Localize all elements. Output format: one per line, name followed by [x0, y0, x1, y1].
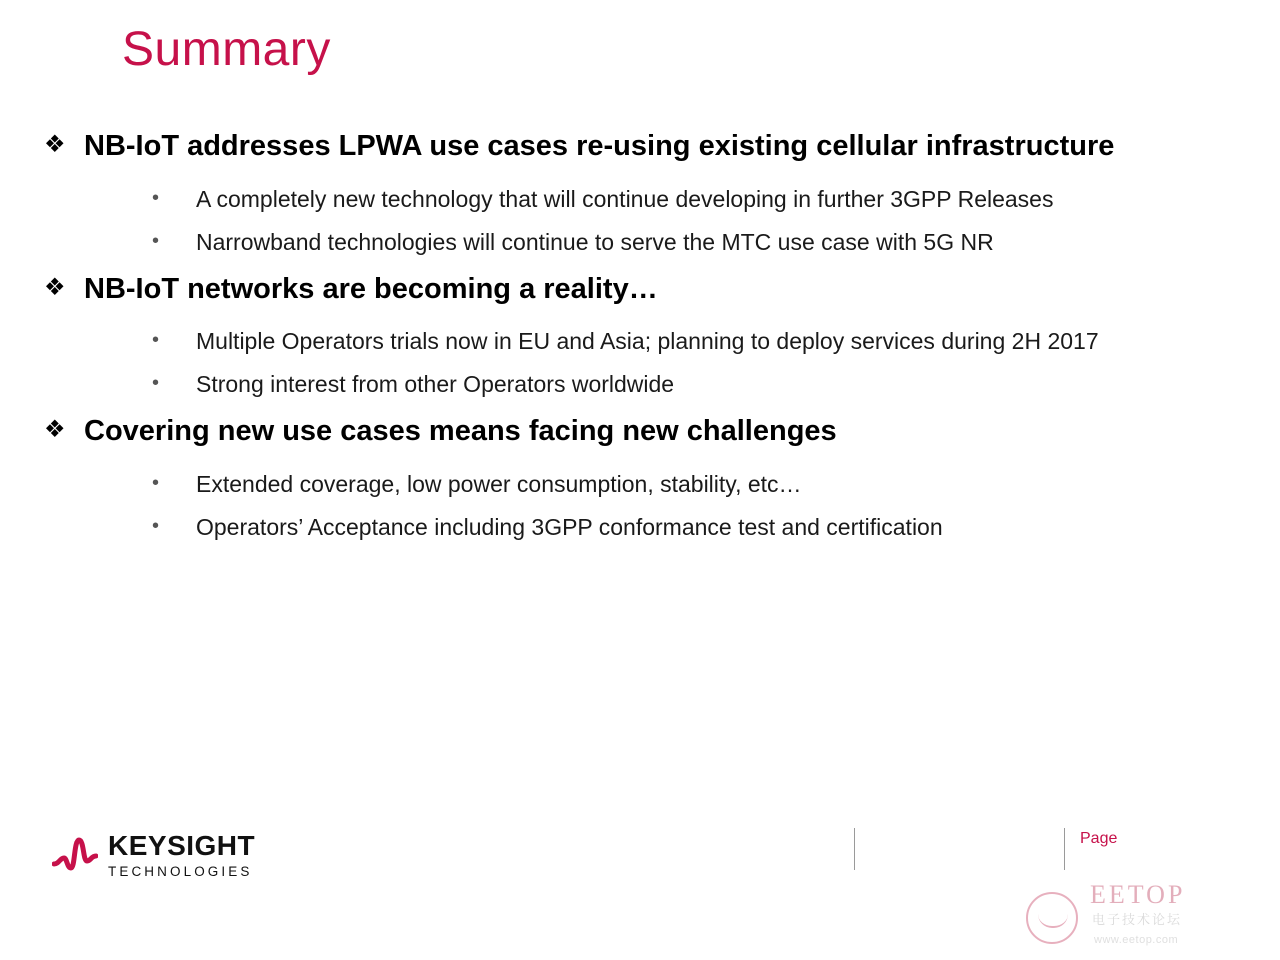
bullet-level2-text: Extended coverage, low power consumption, stability, etc… — [196, 471, 802, 497]
bullet-level1-text: NB-IoT addresses LPWA use cases re-using existing cellular infrastructure — [84, 130, 1115, 162]
bullet-group-3 — [44, 409, 1264, 546]
watermark-logo-icon — [1026, 892, 1078, 944]
bullet-level1 — [44, 409, 1264, 454]
bullet-level2 — [44, 366, 1264, 403]
footer-divider-left — [854, 828, 855, 870]
bullet-level2-text: Strong interest from other Operators worldwide — [196, 371, 675, 398]
logo-name: KEYSIGHT — [108, 830, 256, 861]
bullet-level2-text: Multiple Operators trials now in EU and Asia; planning to deploy services during 2H 2017 — [196, 328, 1099, 355]
dot-bullet-icon: • — [152, 329, 160, 352]
slide-content — [44, 124, 1264, 552]
bullet-group-1 — [44, 124, 1264, 261]
dot-bullet-icon: • — [152, 372, 160, 395]
watermark-title: EETOP — [1090, 880, 1186, 909]
bullet-level2 — [44, 466, 1264, 503]
bullet-level1-text: Covering new use cases means facing new challenges — [84, 415, 837, 448]
spacer — [44, 171, 1264, 181]
bullet-group-2 — [44, 267, 1264, 404]
bullet-level2 — [44, 323, 1264, 360]
bullet-level2 — [44, 224, 1264, 261]
bullet-level1 — [44, 124, 1264, 169]
bullet-level1 — [44, 267, 1264, 312]
keysight-logo — [52, 832, 255, 879]
dot-bullet-icon: • — [152, 186, 160, 209]
diamond-bullet-icon: ❖ — [44, 273, 66, 301]
watermark — [1012, 844, 1262, 954]
dot-bullet-icon: • — [152, 514, 160, 537]
logo-subtitle: TECHNOLOGIES — [108, 864, 253, 879]
spacer — [44, 456, 1264, 466]
spacer — [44, 313, 1264, 323]
diamond-bullet-icon: ❖ — [44, 131, 66, 158]
page-number-label: Page — [1080, 830, 1118, 847]
watermark-subtitle: 电子技术论坛 — [1092, 912, 1183, 927]
slide-footer — [0, 820, 1280, 960]
dot-bullet-icon: • — [152, 472, 160, 494]
dot-bullet-icon: • — [152, 229, 160, 252]
bullet-level2 — [44, 509, 1264, 546]
bullet-level2-text: Narrowband technologies will continue to serve the MTC use case with 5G NR — [196, 228, 994, 255]
bullet-level2 — [44, 181, 1264, 218]
diamond-bullet-icon: ❖ — [44, 416, 66, 444]
bullet-level2-text: Operators’ Acceptance including 3GPP conformance test and certification — [196, 513, 943, 540]
bullet-level2-text: A completely new technology that will continue developing in further 3GPP Releases — [196, 185, 1054, 212]
keysight-wave-icon — [52, 834, 98, 880]
keysight-logo-text — [108, 832, 255, 879]
watermark-url: www.eetop.com — [1094, 934, 1179, 946]
bullet-level1-text: NB-IoT networks are becoming a reality… — [84, 272, 658, 305]
page-title: Summary — [122, 23, 331, 76]
